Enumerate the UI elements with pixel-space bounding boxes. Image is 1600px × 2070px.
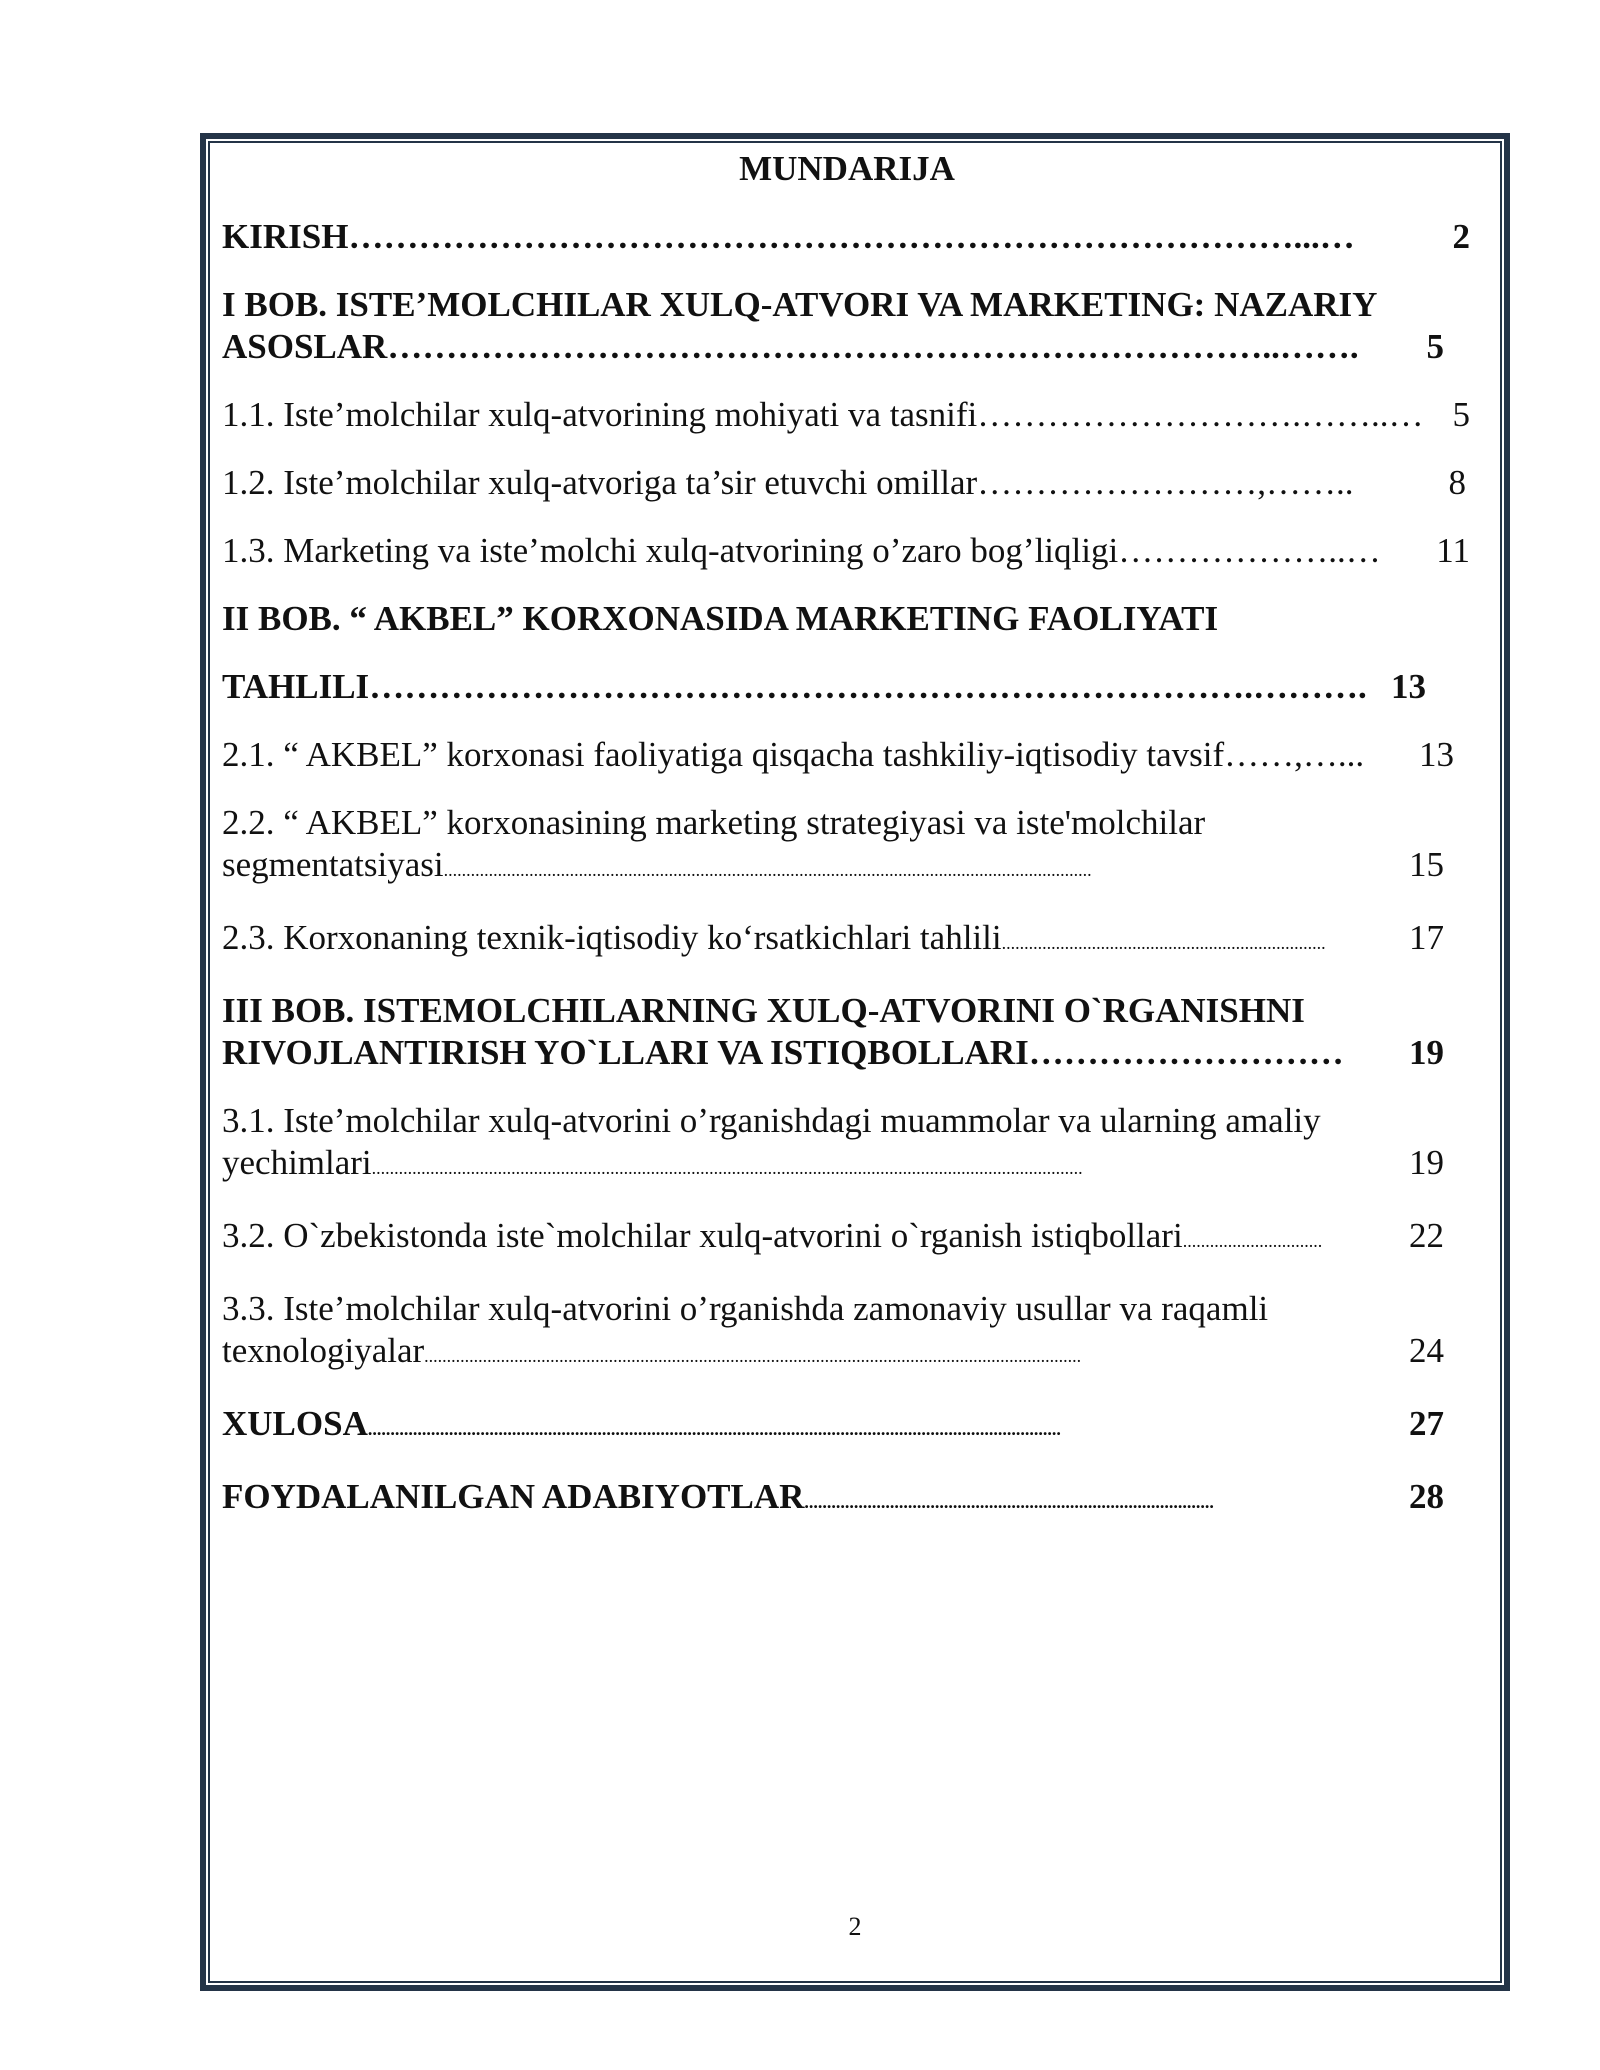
toc-entry-page: 11 — [1436, 531, 1470, 570]
toc-entry-leader: ……,…... — [1224, 735, 1365, 774]
toc-entry-section-2-2[interactable] — [222, 802, 1444, 891]
toc-entry-kirish[interactable] — [222, 216, 1470, 258]
toc-entry-text-line2: segmentatsiyasi — [222, 845, 444, 884]
toc-entry-page: 19 — [1409, 1143, 1444, 1182]
toc-entry-section-2-3[interactable] — [222, 917, 1444, 964]
toc-entry-text: 1.2. Iste’molchilar xulq-atvoriga ta’sir etuvchi omillar — [222, 463, 978, 502]
toc-entry-leader: ........................................................................................... — [804, 1492, 1214, 1512]
toc-entry-chapter-2[interactable] — [222, 598, 1426, 708]
toc-entry-leader: ........................................................................ — [1001, 933, 1326, 953]
toc-entry-page: 13 — [1391, 667, 1426, 706]
toc-entry-section-1-1[interactable] — [222, 394, 1470, 436]
toc-entry-text-line2: yechimlari — [222, 1143, 372, 1182]
toc-entry-leader: …………………………………………………………………..……. — [387, 327, 1359, 366]
toc-entry-text: 2.1. “ AKBEL” korxonasi faoliyatiga qisqacha tashkiliy-iqtisodiy tavsif — [222, 735, 1225, 774]
toc-entry-page: 5 — [1426, 327, 1444, 366]
toc-entry-page: 8 — [1448, 463, 1466, 502]
toc-entry-leader: ……………………….……..… — [977, 395, 1424, 434]
toc-title: MUNDARIJA — [739, 149, 955, 188]
toc-entry-text-line1: 3.1. Iste’molchilar xulq-atvorini o’rganishdagi muammolar va ularning amaliy — [222, 1101, 1321, 1140]
toc-entry-text-line1: 2.2. “ AKBEL” korxonasining marketing strategiyasi va iste'molchilar — [222, 803, 1206, 842]
toc-entry-text: 1.3. Marketing va iste’molchi xulq-atvorining o’zaro bog’liqligi — [222, 531, 1119, 570]
toc-entry-text-line2: TAHLILI — [222, 667, 370, 706]
toc-entry-text: XULOSA — [222, 1404, 368, 1443]
toc-entry-leader: ……………………,…….. — [977, 463, 1354, 502]
toc-entry-leader: ………………………………………………………………………...… — [348, 217, 1355, 256]
toc-entry-leader: ………………..… — [1118, 531, 1381, 570]
toc-entry-leader: ………………………………………………………………….………. — [369, 667, 1367, 706]
toc-entry-text: FOYDALANILGAN ADABIYOTLAR — [222, 1477, 805, 1516]
toc-entry-text: 1.1. Iste’molchilar xulq-atvorining mohiyati va tasnifi — [222, 395, 978, 434]
toc-entry-leader: .......................................................................................................................................................... — [367, 1419, 1061, 1439]
toc-entry-text-line1: 3.3. Iste’molchilar xulq-atvorini o’rganishda zamonaviy usullar va raqamli — [222, 1289, 1269, 1328]
toc-entry-chapter-1[interactable] — [222, 284, 1444, 368]
toc-entry-section-3-3[interactable] — [222, 1288, 1444, 1377]
toc-entry-leader: .................................................................................................................................................. — [424, 1346, 1082, 1366]
toc-entry-page: 15 — [1409, 845, 1444, 884]
page-number: 2 — [848, 1912, 862, 1941]
toc-entry-text-line1: I BOB. ISTE’MOLCHILAR XULQ-ATVORI VA MARKETING: NAZARIY — [222, 285, 1378, 324]
toc-entry-leader: .............................................................................................................................................................. — [371, 1158, 1083, 1178]
toc-entry-page: 28 — [1409, 1477, 1444, 1516]
toc-entry-page: 5 — [1452, 395, 1470, 434]
toc-entry-section-3-1[interactable] — [222, 1100, 1444, 1189]
toc-entry-text: KIRISH — [222, 217, 349, 256]
toc-entry-section-3-2[interactable] — [222, 1215, 1444, 1262]
toc-entry-page: 19 — [1409, 1033, 1444, 1072]
toc-entry-section-1-2[interactable] — [222, 462, 1466, 504]
toc-entry-leader: ……………………… — [1028, 1033, 1344, 1072]
toc-entry-leader: ............................... — [1182, 1231, 1323, 1251]
toc-entry-text-line2: texnologiyalar — [222, 1331, 425, 1370]
toc-entry-text-line2: RIVOJLANTIRISH YO`LLARI VA ISTIQBOLLARI — [222, 1033, 1029, 1072]
table-of-contents — [222, 148, 1472, 1549]
toc-entry-text-line2: ASOSLAR — [222, 327, 388, 366]
toc-entry-section-2-1[interactable] — [222, 734, 1454, 776]
toc-entry-page: 17 — [1409, 918, 1444, 957]
toc-entry-page: 27 — [1409, 1404, 1444, 1443]
toc-entry-page: 24 — [1409, 1331, 1444, 1370]
toc-entry-text-line1: III BOB. ISTEMOLCHILARNING XULQ-ATVORINI O`RGANISHNI — [222, 991, 1305, 1030]
toc-entry-section-1-3[interactable] — [222, 530, 1470, 572]
toc-entry-page: 13 — [1419, 735, 1454, 774]
toc-entry-page: 22 — [1409, 1216, 1444, 1255]
toc-entry-leader: ................................................................................................................................................ — [443, 860, 1092, 880]
toc-entry-chapter-3[interactable] — [222, 990, 1444, 1074]
toc-entry-text: 2.3. Korxonaning texnik-iqtisodiy ko‘rsatkichlari tahlili — [222, 918, 1002, 957]
toc-entry-text-line1: II BOB. “ AKBEL” KORXONASIDA MARKETING FAOLIYATI — [222, 599, 1219, 638]
toc-entry-xulosa[interactable] — [222, 1403, 1444, 1450]
toc-entry-text: 3.2. O`zbekistonda iste`molchilar xulq-atvorini o`rganish istiqbollari — [222, 1216, 1183, 1255]
toc-entry-adabiyotlar[interactable] — [222, 1476, 1444, 1523]
toc-entry-page: 2 — [1452, 217, 1470, 256]
